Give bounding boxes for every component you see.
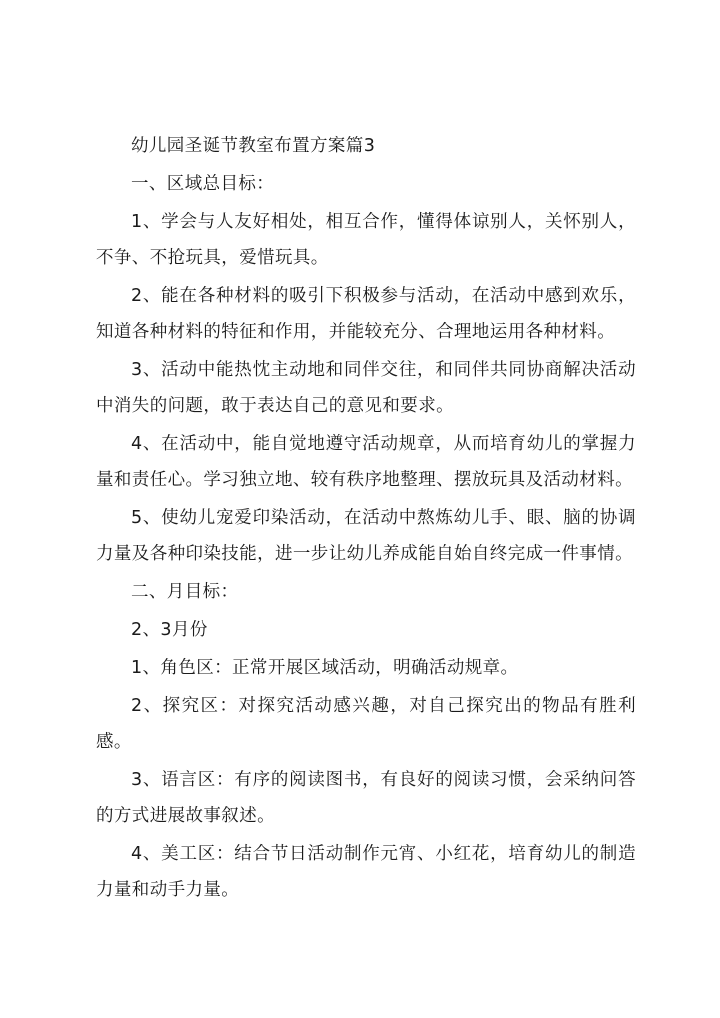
paragraph-role-area: 1、角色区：正常开展区域活动，明确活动规章。 — [131, 658, 519, 678]
paragraph-language-area: 3、语言区：有序的阅读图书，有良好的阅读习惯，会采纳问答的方式进展故事叙述。 — [96, 770, 636, 826]
paragraph-goal-5: 5、使幼儿宠爱印染活动，在活动中熬炼幼儿手、眼、脑的协调力量及各种印染技能，进一步让幼儿养成能自始自终完成一件事情。 — [96, 508, 636, 564]
document-body — [96, 128, 636, 908]
paragraph-goal-1: 1、学会与人友好相处，相互合作，懂得体谅别人，关怀别人，不争、不抢玩具，爱惜玩具。 — [96, 212, 636, 268]
paragraph-goal-4: 4、在活动中，能自觉地遵守活动规章，从而培育幼儿的掌握力量和责任心。学习独立地、较有秩序地整理、摆放玩具及活动材料。 — [96, 434, 636, 490]
paragraph-goal-3: 3、活动中能热忱主动地和同伴交往，和同伴共同协商解决活动中消失的问题，敢于表达自己的意见和要求。 — [96, 360, 636, 416]
paragraph-goal-2: 2、能在各种材料的吸引下积极参与活动，在活动中感到欢乐，知道各种材料的特征和作用，并能较充分、合理地运用各种材料。 — [96, 286, 636, 342]
section-heading-regional-goals: 一、区域总目标： — [131, 174, 275, 194]
document-title: 幼儿园圣诞节教室布置方案篇3 — [131, 136, 376, 156]
paragraph-exploration-area: 2、探究区：对探究活动感兴趣，对自己探究出的物品有胜利感。 — [96, 696, 636, 752]
paragraph-month-range: 2、3月份 — [131, 620, 208, 640]
paragraph-art-area: 4、美工区：结合节日活动制作元宵、小红花，培育幼儿的制造力量和动手力量。 — [96, 844, 636, 900]
section-heading-monthly-goals: 二、月目标： — [131, 582, 239, 602]
